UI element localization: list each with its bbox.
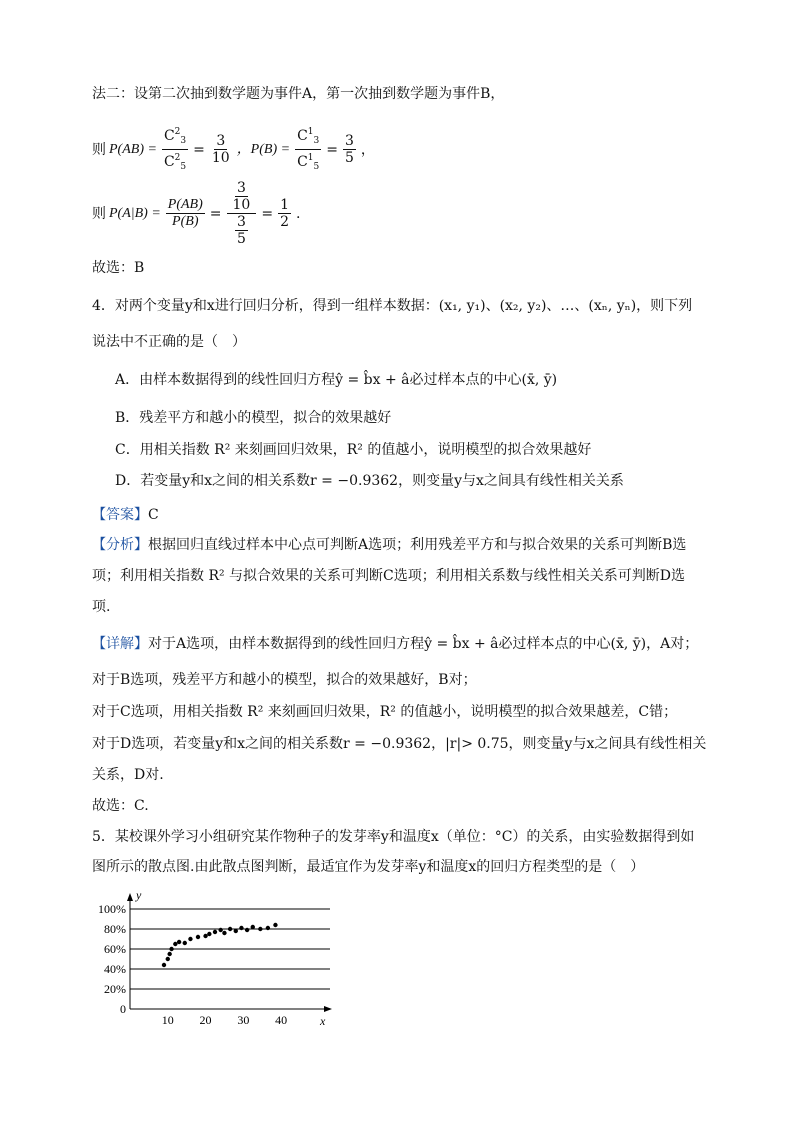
scatter-point [239,926,243,930]
detail-line4: 对于D选项，若变量y和x之间的相关系数r = −0.9362，|r|> 0.75，则变量y与x之间具有线性相关 [92,736,707,752]
scatter-point [169,947,173,951]
pab-value-frac: $\frac{3}{10}$ [211,133,230,166]
cond-value-fraction: $\frac{\frac{3}{10}}{\frac{3}{5}}$ [227,180,257,247]
cond-fraction: $\frac{P(AB)}{P(B)}$ [167,197,203,229]
scatter-point [213,930,217,934]
scatter-point [222,931,226,935]
scatter-point [245,928,249,932]
y-tick-label: 60% [104,942,126,956]
q5-stem-line1: 5．某校课外学习小组研究某作物种子的发芽率y和温度x（单位：°C）的关系，由实验数据得到如 [92,829,695,845]
y-axis-arrow [127,893,133,901]
detail-line2: 对于B选项，残差平方和越小的模型，拟合的效果越好，B对； [92,672,477,688]
scatter-point [258,927,262,931]
cond-prefix: 则 [92,205,106,222]
pb-comb-frac: $\frac{C^1_3}{C^1_5}$ [295,124,321,175]
y-tick-label: 0 [120,1002,126,1016]
analysis-line1: 【分析】根据回归直线过样本中心点可判断A选项；利用残差平方和与拟合效果的关系可判断B选 [92,537,687,553]
scatter-point [234,929,238,933]
q4-option-d: D．若变量y和x之间的相关系数r = −0.9362，则变量y与x之间具有线性相关关系 [115,473,624,489]
scatter-point [203,934,207,938]
cond-result-fraction: $\frac{1}{2}$ [280,197,289,230]
scatter-point [162,963,166,967]
detail-line1: 【详解】对于A选项，由样本数据得到的线性回归方程ŷ = b̂x + â必过样本点的中心(x̄, ȳ)，A对； [92,636,699,652]
pab-formula: 则 P(AB) = $\frac{C^2_3}{C^2_5}$ = $\frac{3}{10}$ ，P(B) = $\frac{C^1_3}{C^1_5}$ = $\frac{3}{5}$ ， [92,124,375,175]
scatter-point [228,927,232,931]
y-tick-label: 40% [104,962,126,976]
q5-stem-line2: 图所示的散点图.由此散点图判断，最适宜作为发芽率y和温度x的回归方程类型的是（ ） [92,859,645,875]
scatter-point [177,940,181,944]
scatter-point [166,957,170,961]
detail-line3: 对于C选项，用相关指数 R² 来刻画回归效果，R² 的值越小，说明模型的拟合效果越差，C错； [92,704,678,720]
scatter-chart [86,885,326,1028]
q4-stem-line2: 说法中不正确的是（ ） [92,334,246,350]
analysis-line2: 项；利用相关指数 R² 与拟合效果的关系可判断C选项；利用相关系数与线性相关关系可判断D选 [92,568,685,584]
cond-expr: P(A|B) = [109,205,161,221]
q4-stem-line1: 4．对两个变量y和x进行回归分析，得到一组样本数据：(x₁, y₁)、(x₂, y₂)、…、(xₙ, yₙ)，则下列 [92,298,693,314]
scatter-point [207,932,211,936]
x-tick-label: 40 [275,1013,288,1027]
x-tick-label: 30 [237,1013,250,1027]
pab-comb-frac: $\frac{C^2_3}{C^2_5}$ [162,124,188,175]
scatter-point [273,923,277,927]
detail-tag: 【详解】 [92,636,148,652]
pab-eq: = [193,141,205,158]
y-tick-label: 100% [98,902,126,916]
scatter-point [251,925,255,929]
scatter-point [218,928,222,932]
q4-option-c: C．用相关指数 R² 来刻画回归效果，R² 的值越小，说明模型的拟合效果越好 [115,442,592,458]
q4-option-a: A．由样本数据得到的线性回归方程ŷ = b̂x + â必过样本点的中心(x̄, ȳ) [115,372,558,388]
previous-answer: 故选：B [92,260,145,276]
analysis-line3: 项. [92,599,111,615]
scatter-point [196,935,200,939]
q4-option-b: B．残差平方和越小的模型，拟合的效果越好 [115,410,392,426]
x-tick-label: 20 [199,1013,212,1027]
detail-line5: 关系，D对. [92,767,164,783]
pb-expr: ，P(B) = [236,141,291,157]
answer-value: C [148,507,159,523]
scatter-point [173,942,177,946]
y-axis-label: y [136,888,142,902]
x-axis-arrow [324,1006,332,1012]
answer-line [92,505,159,525]
x-axis-label: x [320,1014,326,1028]
pab-expr: P(AB) = [109,141,157,157]
pb-value-frac: $\frac{3}{5}$ [344,133,354,166]
final-answer: 故选：C. [92,798,149,814]
y-tick-label: 20% [104,982,126,996]
scatter-point [266,926,270,930]
answer-tag: 【答案】 [92,507,148,523]
conditional-formula: 则 P(A|B) = $\frac{P(AB)}{P(B)}$ = $\frac{\frac{3}{10}}{\frac{3}{5}}$ = $\frac{1}{2}$ . [92,180,301,247]
y-tick-label: 80% [104,922,126,936]
scatter-point [183,941,187,945]
pab-prefix: 则 [92,141,106,158]
method2-text: 法二：设第二次抽到数学题为事件A，第一次抽到数学题为事件B， [92,86,505,102]
x-tick-label: 10 [161,1013,174,1027]
analysis-tag: 【分析】 [92,537,148,553]
scatter-point [188,937,192,941]
scatter-point [167,952,171,956]
